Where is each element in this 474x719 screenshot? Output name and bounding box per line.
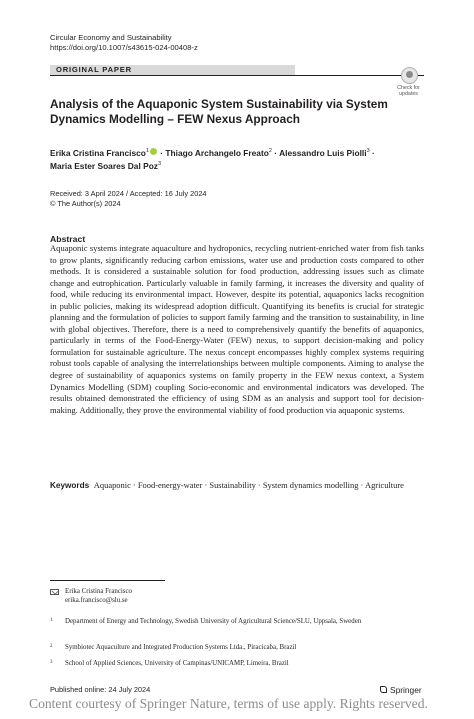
- journal-header: [50, 33, 198, 53]
- journal-name: Circular Economy and Sustainability: [50, 33, 172, 42]
- doi-link[interactable]: https://doi.org/10.1007/s43615-024-00408-z: [50, 43, 198, 52]
- author-name[interactable]: Thiago Archangelo Freato: [165, 147, 269, 158]
- publisher-logo: [380, 685, 422, 695]
- copyright-notice: © The Author(s) 2024: [50, 199, 121, 208]
- author-list: Erika Cristina Francisco$^1$ · Thiago Archangelo Freato$^2$ · Alessandro Luis Piolli$^3$ · Maria Ester Soares Dal Poz$^3$: [50, 147, 375, 172]
- courtesy-watermark: Content courtesy of Springer Nature, terms of use apply. Rights reserved.: [29, 696, 428, 711]
- footnote-divider: [50, 580, 165, 581]
- envelope-icon: [50, 589, 59, 595]
- corresponding-author-name: Erika Cristina Francisco: [65, 588, 132, 595]
- abstract-text: Aquaponic systems integrate aquaculture and hydroponics, recycling nutrient-enriched water from fish tanks to grow plants, significantly reducing carbon emissions, water use and production costs compared to other methods. It is considered a sustainable solution for food production, addressing issues such as climate change and eutrophication. Particularly valuable in family farming, it increases the diversity and quality of food, while reducing its environmental impact. However, despite its potential, aquaponics lacks recognition in public policies, making its widespread adoption difficult. Quantifying its benefits is crucial for strategic planning and the formulation of policies to support family farming and the transition to sustainability, in line with global objectives. Therefore, there is a need to comprehensively quantify the benefits of aquaponics, particularly in terms of the Food-Energy-Water (FEW) nexus, to support decision-making and policy formulation for sustainable agriculture. The nexus concept encompasses highly complex systems requiring robust tools capable of analysing the interrelationships between multiple components. Aiming to analyse the degree of sustainability of aquaponics systems on family property in the FEW nexus context, a System Dynamics Modelling (SDM) coupling Socio-economic and environmental indicators was developed. The results obtained demonstrated the efficiency of using SDM as an analysis and support tool for decision-making. Additionally, they prove the environmental viability of food production via aquaponic systems.: [50, 243, 424, 415]
- affiliation-text: School of Applied Sciences, University of Campinas/UNICAMP, Limeira, Brazil: [65, 660, 289, 667]
- springer-horse-icon: [380, 685, 388, 694]
- received-accepted-date: Received: 3 April 2024 / Accepted: 16 July 2024: [50, 189, 207, 198]
- affiliation-ref[interactable]: 3: [366, 148, 370, 154]
- corresponding-author-email[interactable]: erika.francisco@slu.se: [65, 597, 128, 605]
- keywords: [50, 480, 424, 492]
- keywords-list: Aquaponic · Food-energy-water · Sustainability · System dynamics modelling · Agriculture: [93, 480, 404, 490]
- affiliation-text: Department of Energy and Technology, Swedish University of Agricultural Science/SLU, Uppsala, Sweden: [65, 618, 362, 625]
- publisher-name: Springer: [390, 685, 422, 695]
- paper-title: Analysis of the Aquaponic System Sustainability via System Dynamics Modelling – FEW Nexus Approach: [50, 97, 388, 126]
- bookmark-icon: [406, 71, 413, 78]
- affiliation-ref[interactable]: 1: [145, 148, 149, 154]
- update-badge-label: Check for updates: [397, 85, 420, 97]
- orcid-icon[interactable]: [150, 148, 157, 155]
- corresponding-author: [65, 587, 132, 606]
- affiliation-number: 1: [50, 618, 53, 623]
- header-divider: [50, 75, 424, 76]
- affiliation-text: Symbiotec Aquaculture and Integrated Production Systems Ltda., Piracicaba, Brazil: [65, 644, 297, 651]
- affiliation-number: 2: [50, 644, 53, 649]
- paper-type-label: ORIGINAL PAPER: [56, 65, 132, 74]
- keywords-label: Keywords: [50, 481, 90, 490]
- published-date: Published online: 24 July 2024: [50, 685, 151, 694]
- abstract-heading: Abstract: [50, 234, 86, 244]
- check-for-updates-button[interactable]: [392, 67, 425, 101]
- affiliation-ref[interactable]: 2: [268, 148, 272, 154]
- article-dates: [50, 189, 207, 209]
- affiliation-ref[interactable]: 3: [158, 161, 162, 168]
- author-name[interactable]: Alessandro Luis Piolli: [279, 147, 367, 158]
- affiliation-number: 3: [50, 660, 53, 665]
- author-name[interactable]: Maria Ester Soares Dal Poz: [50, 161, 158, 172]
- author-name[interactable]: Erika Cristina Francisco: [50, 147, 146, 158]
